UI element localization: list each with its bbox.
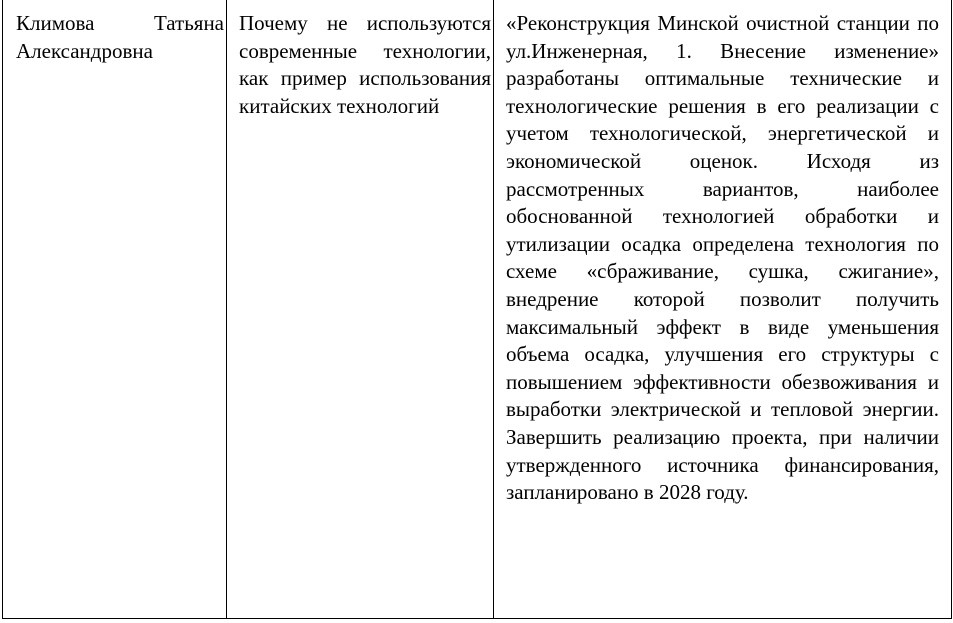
question-cell xyxy=(227,0,494,619)
person-name: Климова Татьяна Александровна xyxy=(16,11,224,63)
question-text: Почему не используются современные технологии, как пример использования китайских технологий xyxy=(239,11,491,118)
answer-cell xyxy=(494,0,952,619)
name-cell xyxy=(3,0,227,619)
answer-text: «Реконструкция Минской очистной станции по ул.Инженерная, 1. Внесение изменение» разработаны оптимальные технические и технологические решения в его реализации с учетом технологической, энергетической и экономической оценок. Исходя из рассмотренных вариантов, наиболее обоснованной технологией обработки и утилизации осадка определена технология по схеме «сбраживание, сушка, сжигание», внедрение которой позволит получить максимальный эффект в виде уменьшения объема осадка, улучшения его структуры с повышением эффективности обезвоживания и выработки электрической и тепловой энергии. Завершить реализацию проекта, при наличии утвержденного источника финансирования, запланировано в 2028 году. xyxy=(506,11,939,505)
table-row xyxy=(3,0,952,619)
response-table xyxy=(2,0,952,619)
